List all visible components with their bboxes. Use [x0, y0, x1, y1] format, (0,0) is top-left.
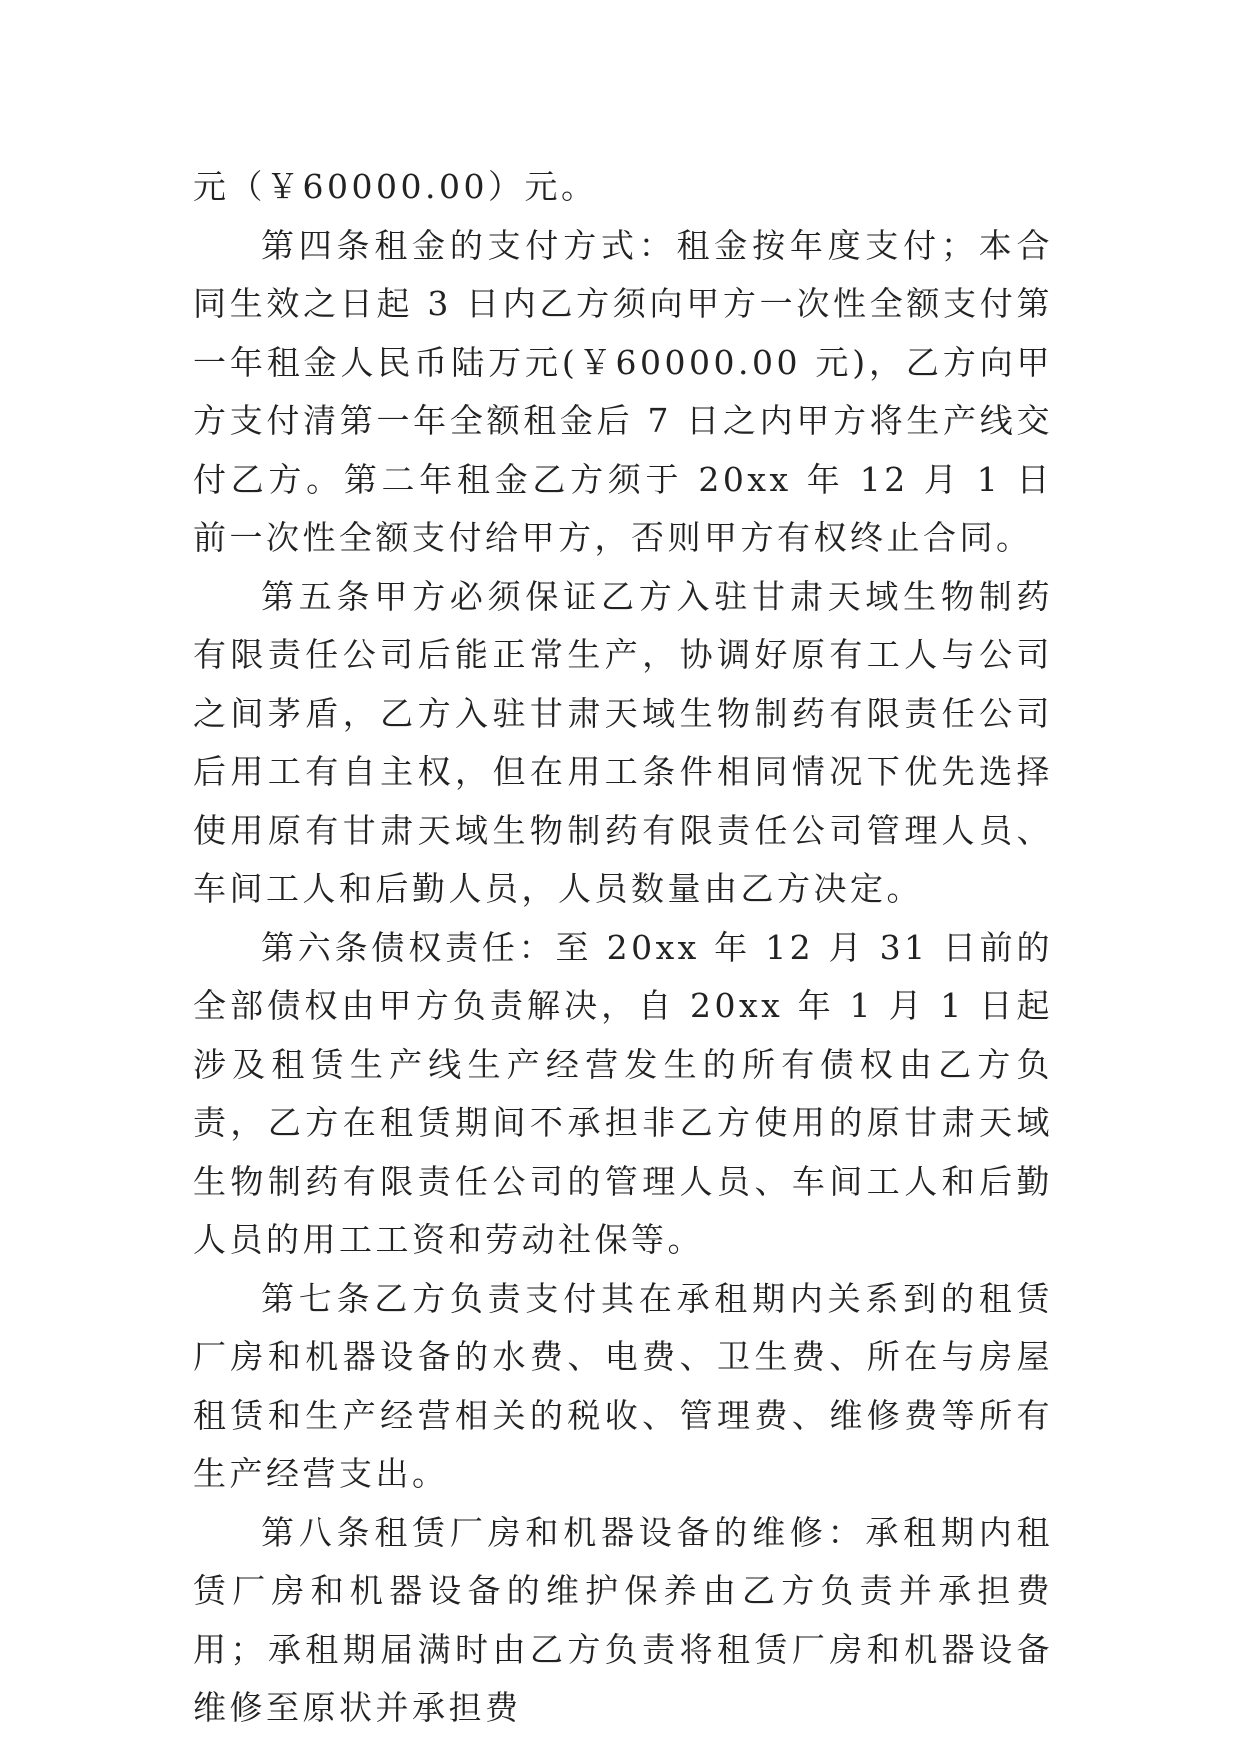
- paragraph-article-5: 第五条甲方必须保证乙方入驻甘肃天域生物制药有限责任公司后能正常生产，协调好原有工人与公司之间茅盾，乙方入驻甘肃天域生物制药有限责任公司后用工有自主权，但在用工条件相同情况下优先选择使用原有甘肃天域生物制药有限责任公司管理人员、车间工人和后勤人员，人员数量由乙方决定。: [193, 576, 1053, 908]
- paragraph-article-4: 第四条租金的支付方式：租金按年度支付；本合同生效之日起 3 日内乙方须向甲方一次性全额支付第一年租金人民币陆万元(￥60000.00 元)，乙方向甲方支付清第一年全额租金后 7 日之内甲方将生产线交付乙方。第二年租金乙方须于 20xx 年 12 月 1 日前一次性全额支付给甲方，否则甲方有权终止合同。: [193, 225, 1053, 557]
- paragraph-article-6: 第六条债权责任：至 20xx 年 12 月 31 日前的全部债权由甲方负责解决，自 20xx 年 1 月 1 日起涉及租赁生产线生产经营发生的所有债权由乙方负责，乙方在租赁期间不承担非乙方使用的原甘肃天域生物制药有限责任公司的管理人员、车间工人和后勤人员的用工工资和劳动社保等。: [193, 927, 1053, 1259]
- paragraph-article-8: 第八条租赁厂房和机器设备的维修：承租期内租赁厂房和机器设备的维护保养由乙方负责并承担费用；承租期届满时由乙方负责将租赁厂房和机器设备维修至原状并承担费: [193, 1512, 1053, 1727]
- paragraph-article-7: 第七条乙方负责支付其在承租期内关系到的租赁厂房和机器设备的水费、电费、卫生费、所在与房屋租赁和生产经营相关的税收、管理费、维修费等所有生产经营支出。: [193, 1278, 1053, 1493]
- document-body: [193, 158, 1053, 1738]
- paragraph-continuation: 元（￥60000.00）元。: [193, 167, 598, 206]
